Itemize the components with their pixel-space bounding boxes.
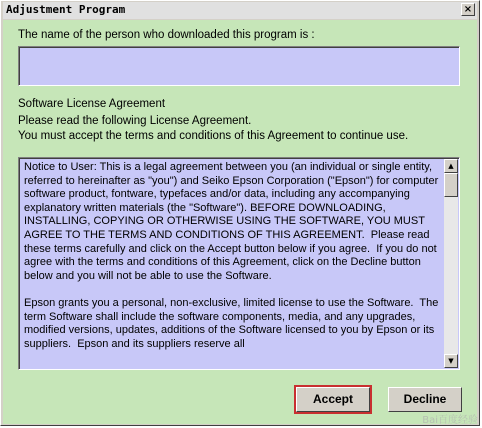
instruction-line-1: Please read the following License Agreement. bbox=[18, 115, 252, 127]
window-title: Adjustment Program bbox=[6, 3, 126, 16]
downloader-name-input[interactable] bbox=[18, 46, 460, 86]
scroll-down-arrow-icon[interactable]: ▼ bbox=[444, 354, 458, 368]
close-button[interactable]: × bbox=[461, 3, 475, 16]
license-text-area[interactable] bbox=[18, 157, 460, 370]
license-scrollbar[interactable] bbox=[444, 159, 458, 368]
name-prompt-label: The name of the person who downloaded this program is : bbox=[18, 29, 315, 41]
instruction-line-2: You must accept the terms and conditions of this Agreement to continue use. bbox=[18, 130, 409, 142]
scroll-up-arrow-icon[interactable]: ▲ bbox=[444, 159, 458, 173]
license-section-title: Software License Agreement bbox=[18, 98, 166, 110]
title-bar[interactable] bbox=[3, 2, 477, 19]
license-text: Notice to User: This is a legal agreement between you (an individual or single entity, referred to hereinafter as "you") and Seiko Epson Corporation ("Epson") for computer software product, fontware, typefaces and/or data, including any accompanying explanatory written materials (the "Software"). BEFORE DOWNLOADING, INSTALLING, COPYING OR OTHERWISE USING THE SOFTWARE, YOU MUST AGREE TO THE TERMS AND CONDITIONS OF THIS AGREEMENT. Please read these terms carefully and click on the Accept button below if you agree. If you do not agree with the terms and conditions of this Agreement, click on the Decline button below and you will not be able to use the Software. Epson grants you a personal, non-exclusive, limited license to use the Software. The term Software shall include the software components, media, and any upgrades, modified versions, updates, additions of the Software licensed to you by Epson or its suppliers. Epson and its suppliers reserve all bbox=[24, 161, 439, 350]
scrollbar-thumb[interactable] bbox=[444, 173, 458, 197]
decline-button[interactable]: Decline bbox=[388, 387, 462, 412]
dialog-body bbox=[3, 20, 477, 424]
accept-button[interactable]: Accept bbox=[296, 387, 370, 412]
watermark-logo: Bai百度经验 bbox=[422, 415, 478, 426]
